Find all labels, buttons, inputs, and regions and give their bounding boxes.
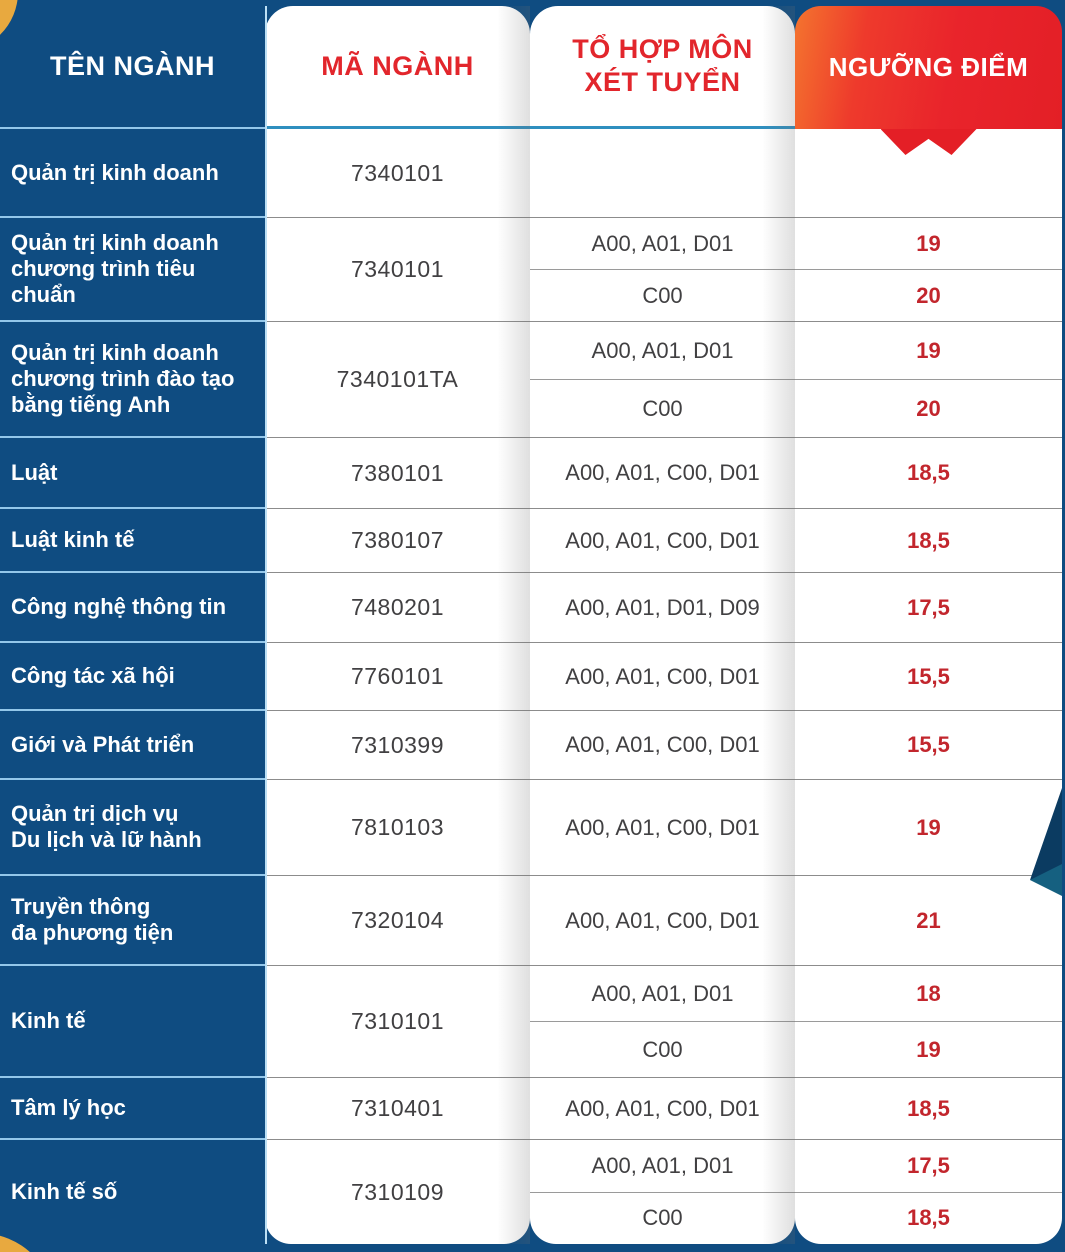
score-cell: 19 (916, 1036, 941, 1062)
combo-cell-group (530, 129, 795, 218)
column-major-code (265, 6, 530, 1244)
major-name-line: Luật kinh tế (11, 527, 135, 552)
combo-cell-group (530, 711, 795, 780)
combo-cell: A00, A01, C00, D01 (565, 460, 760, 485)
combo-cell: A00, A01, D01, D09 (565, 594, 760, 620)
major-name-cell (0, 643, 265, 711)
major-name-line: Quản trị kinh doanh (11, 340, 219, 365)
score-cell-group (795, 218, 1062, 322)
combo-cell-group (530, 573, 795, 643)
major-code-cell: 7310401 (265, 1078, 530, 1140)
combo-cell: A00, A01, C00, D01 (565, 732, 760, 757)
score-cell-group (795, 573, 1062, 643)
column-divider-light-blue-line (265, 6, 267, 1244)
header-ma-nganh-label: MÃ NGÀNH (321, 50, 474, 81)
combo-cell: A00, A01, C00, D01 (565, 1095, 760, 1121)
combo-cell: A00, A01, D01 (530, 218, 795, 270)
score-cell-group (795, 438, 1062, 509)
major-name-cell (0, 1078, 265, 1140)
major-code-cell: 7310399 (265, 711, 530, 780)
combo-cell-group (530, 643, 795, 711)
major-name-line: Công tác xã hội (11, 663, 175, 688)
combo-cell: C00 (642, 282, 683, 308)
score-cell-group (795, 322, 1062, 438)
major-code-cell: 7310101 (265, 966, 530, 1078)
score-cell-group (795, 966, 1062, 1078)
score-cell: 17,5 (795, 1140, 1062, 1193)
major-name-cell (0, 322, 265, 438)
score-cell: 15,5 (907, 732, 950, 757)
column-major-name (0, 6, 265, 1244)
major-name-cell (0, 438, 265, 509)
combo-cell: C00 (642, 1205, 683, 1231)
score-cell-group (795, 1140, 1062, 1244)
combo-cell: C00 (642, 395, 683, 421)
major-name-cell (0, 573, 265, 643)
score-cell: 18 (795, 966, 1062, 1022)
score-cell (795, 129, 1062, 217)
combo-cell-group (530, 1140, 795, 1244)
score-column-body (795, 129, 1062, 1244)
major-name-cell (0, 1140, 265, 1244)
major-code-cell: 7310109 (350, 1178, 445, 1205)
major-name-cell (0, 711, 265, 780)
header-ten-nganh-label: TÊN NGÀNH (50, 51, 215, 81)
score-cell-group (795, 1078, 1062, 1140)
combo-cell-group (530, 876, 795, 966)
score-cell: 18,5 (907, 1095, 950, 1121)
major-name-cell (0, 966, 265, 1078)
combo-cell-group (530, 1078, 795, 1140)
combo-cell-group (530, 780, 795, 876)
column-score-threshold (795, 6, 1062, 1244)
major-name-line: chương trình đào tạo (11, 366, 235, 391)
combo-cell (530, 129, 795, 217)
major-name-line: Quản trị kinh doanh (11, 230, 219, 255)
major-name-line: Công nghệ thông tin (11, 594, 227, 619)
score-cell: 18,5 (907, 527, 950, 553)
major-name-line: Luật (11, 459, 58, 485)
major-name-line: Tâm lý học (11, 1095, 126, 1120)
header-ten-nganh (0, 6, 265, 129)
combo-cell: A00, A01, D01 (530, 966, 795, 1022)
score-cell: 21 (916, 907, 941, 933)
major-name-line: Kinh tế số (11, 1179, 118, 1204)
major-name-line: Quản trị kinh doanh (11, 159, 219, 185)
header-nguong-diem (795, 6, 1062, 129)
score-cell: 15,5 (907, 663, 950, 689)
combo-cell-group (530, 218, 795, 322)
combo-cell-group (530, 438, 795, 509)
major-name-line: Truyền thông (11, 894, 151, 919)
score-cell-group (795, 643, 1062, 711)
major-code-cell: 7760101 (265, 643, 530, 711)
major-code-cell: 7340101 (265, 129, 530, 218)
combo-cell: A00, A01, C00, D01 (565, 663, 760, 689)
score-cell-group (795, 509, 1062, 573)
header-to-hop-mon-line2: XÉT TUYỂN (584, 67, 741, 97)
major-name-cell (0, 218, 265, 322)
score-cell: 17,5 (907, 594, 950, 620)
score-cell-group (795, 711, 1062, 780)
major-code-cell: 7340101TA (265, 322, 530, 438)
major-code-cell: 7320104 (265, 876, 530, 966)
major-code-cell: 7480201 (265, 573, 530, 643)
major-code-cell: 7380101 (265, 438, 530, 509)
header-to-hop-mon-xet-tuyen (530, 6, 795, 129)
combo-cell: A00, A01, C00, D01 (565, 527, 760, 553)
combo-cell: A00, A01, C00, D01 (565, 814, 760, 840)
major-code-cell: 7380107 (265, 509, 530, 573)
score-cell-group (795, 129, 1062, 218)
major-name-line: Quản trị dịch vụ (11, 801, 179, 826)
corner-ribbon-decoration (990, 778, 1062, 908)
combo-cell: A00, A01, D01 (530, 322, 795, 380)
score-cell: 18,5 (907, 460, 950, 485)
score-cell: 20 (916, 395, 941, 421)
major-name-cell (0, 129, 265, 218)
major-name-line: Giới và Phát triển (11, 731, 195, 757)
combo-cell: A00, A01, C00, D01 (565, 907, 760, 933)
major-code-cell: 7340101 (265, 218, 530, 322)
major-name-cell (0, 780, 265, 876)
major-name-line: Du lịch và lữ hành (11, 827, 202, 852)
score-cell: 19 (795, 218, 1062, 270)
score-cell: 18,5 (907, 1205, 950, 1231)
score-cell: 19 (916, 814, 941, 840)
combo-cell-group (530, 322, 795, 438)
column-subject-combination (530, 6, 795, 1244)
score-cell: 19 (795, 322, 1062, 380)
header-ma-nganh (265, 6, 530, 129)
combo-cell: C00 (642, 1036, 683, 1062)
major-name-cell (0, 876, 265, 966)
combo-cell: A00, A01, D01 (530, 1140, 795, 1193)
admission-table (0, 6, 1062, 1244)
major-name-line: đa phương tiện (11, 920, 174, 945)
score-cell: 20 (916, 282, 941, 308)
major-name-line: bằng tiếng Anh (11, 392, 171, 417)
major-name-cell (0, 509, 265, 573)
major-name-line: Kinh tế (11, 1008, 86, 1033)
major-name-line: chương trình tiêu chuẩn (11, 256, 196, 307)
combo-cell-group (530, 966, 795, 1078)
combo-cell-group (530, 509, 795, 573)
header-to-hop-mon-line1: TỔ HỢP MÔN (572, 34, 753, 64)
major-code-cell: 7810103 (265, 780, 530, 876)
header-nguong-diem-label: NGƯỠNG ĐIỂM (828, 52, 1029, 82)
